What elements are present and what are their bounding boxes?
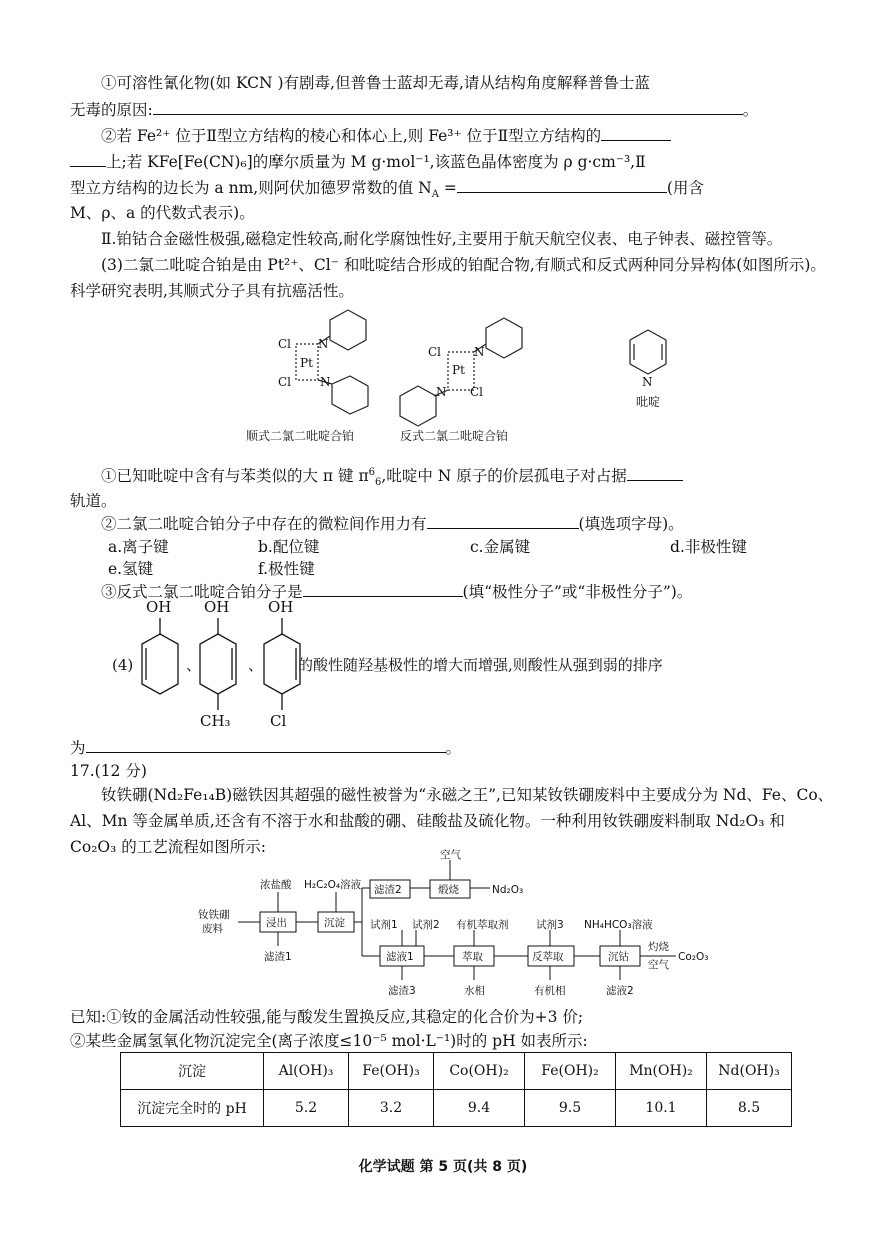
process-flowchart [190,848,730,1008]
answer-blank[interactable] [627,462,683,481]
q17-header-text: 17.(12 分) [70,762,147,780]
ph-row-label: 沉淀完全时的 pH [121,1090,264,1127]
cis-n-2: N [320,375,331,389]
q16-part1-line2 [70,96,834,123]
flow-residue3: 滤渣3 [388,985,416,997]
answer-blank[interactable] [427,510,579,529]
ph-value: 9.4 [434,1090,525,1127]
ph-col-cooh2: Co(OH)₂ [434,1053,525,1090]
na-subscript: A [431,189,439,201]
ph-col-feoh3: Fe(OH)₃ [349,1053,434,1090]
trans-caption: 反式二氯二吡啶合铂 [400,429,509,443]
section-ii-text: Ⅱ.铂钴合金磁性极强,磁稳定性较高,耐化学腐蚀性好,主要用于航天航空仪表、电子钟表、磁控管等。 [101,230,783,248]
ph-table-header [121,1053,792,1090]
q17-known2 [70,1028,834,1054]
cis-cl-1: Cl [278,337,292,351]
flow-air: 空气 [648,959,669,971]
ph-table [120,1052,792,1127]
flow-nh4hco3: NH₄HCO₃溶液 [584,919,653,931]
option-c: c.金属键 [470,538,531,556]
ph-col-precip: 沉淀 [121,1053,264,1090]
phenol-oh: OH [146,598,172,616]
phenols-figure [88,598,848,748]
ph-value: 10.1 [616,1090,707,1127]
answer-blank[interactable] [86,734,446,753]
answer-blank[interactable] [457,174,667,193]
section-ii [70,226,834,252]
ph-value: 8.5 [707,1090,792,1127]
flow-feed-2: 废料 [202,923,223,935]
q16-p2c2: = [438,179,457,197]
comma-1: 、 [186,656,202,674]
cresol-oh: OH [204,598,230,616]
platinum-complex-figure [238,300,678,450]
q16-p2a: ②若 Fe²⁺ 位于Ⅱ型立方结构的棱心和体心上,则 Fe³⁺ 位于Ⅱ型立方结构的 [101,127,602,145]
flow-water-phase: 水相 [464,985,485,997]
flow-cobalt-precip: 沉钴 [608,951,629,963]
flow-residue1: 滤渣1 [264,951,292,963]
q16-3-1a: ①已知吡啶中含有与苯类似的大 π 键 π [101,467,369,485]
comma-2: 、 [248,656,264,674]
flow-calcine: 煅烧 [438,884,459,896]
flow-co2o3: Co₂O₃ [678,951,709,963]
flow-feed-1: 钕铁硼 [198,909,230,921]
pi-superscript: 6 [368,466,376,478]
flow-leach: 浸出 [266,917,287,929]
q16-part2-line2 [70,148,834,175]
flow-air-top: 空气 [440,849,461,861]
q17-known1 [70,1004,834,1030]
answer-blank[interactable] [153,96,743,115]
trans-cl-2: Cl [470,385,484,399]
ph-value: 5.2 [264,1090,349,1127]
q17-known1-text: 已知:①钕的金属活动性较强,能与酸发生置换反应,其稳定的化合价为+3 价; [70,1008,584,1026]
pyridine-label: 吡啶 [636,395,661,409]
q16-p1a: ①可溶性氰化物(如 KCN )有剧毒,但普鲁士蓝却无毒,请从结构角度解释普鲁士蓝 [101,74,650,92]
flow-conc-hcl: 浓盐酸 [260,879,292,891]
flow-reagent2: 试剂2 [412,919,440,931]
flow-filtrate1: 滤液1 [386,951,414,963]
trans-n-2: N [436,385,447,399]
q16-3-3-text: ③反式二氯二吡啶合铂分子是 [101,583,303,601]
chlorophenol-oh: OH [268,598,294,616]
flow-org-ext: 有机萃取剂 [456,919,509,931]
q16-part2-line3 [70,174,834,201]
pyridine-structure [630,330,666,374]
q16-3-1b: ,吡啶中 N 原子的价层孤电子对占据 [381,467,627,485]
ph-col-mnoh2: Mn(OH)₂ [616,1053,707,1090]
q16-3-2 [70,510,834,537]
pyridine-n: N [642,375,653,389]
q16-p2c: 型立方结构的边长为 a nm,则阿伏加德罗常数的值 N [70,179,432,197]
trans-cl-1: Cl [428,345,442,359]
ph-table-row [121,1090,792,1127]
option-d: d.非极性键 [670,538,747,556]
option-b: b.配位键 [258,538,320,556]
ph-col-feoh2: Fe(OH)₂ [525,1053,616,1090]
flow-nd2o3: Nd₂O₃ [492,884,524,896]
ph-value: 9.5 [525,1090,616,1127]
flow-filtrate2: 滤液2 [606,985,634,997]
q17-intro-text: 钕铁硼(Nd₂Fe₁₄B)磁铁因其超强的磁性被誉为“永磁之王”,已知某钕铁硼废料中主要成分为 Nd、Fe、Co、Al、Mn 等金属单质,还含有不溶于水和盐酸的硼、硅酸盐及硫化物。一种利用钕铁硼废料制取 Nd₂O₃ 和 Co₂O₃ 的工艺流程如图所示: [70,786,834,856]
chloro-group: Cl [270,712,287,730]
q16-p1end: 。 [742,101,759,119]
pi-subscript: 6 [375,477,382,489]
cis-pt: Pt [300,356,313,370]
flow-precip: 沉淀 [324,917,345,929]
methyl-group: CH₃ [200,712,231,730]
cis-cl-2: Cl [278,375,292,389]
trans-n-1: N [474,345,485,359]
flow-reagent3: 试剂3 [536,919,564,931]
q16-part1 [70,70,834,96]
option-e: e.氢键 [108,560,154,578]
q16-p2c3: (用含 [666,179,704,197]
option-f: f.极性键 [258,560,315,578]
answer-blank[interactable] [601,122,671,141]
answer-blank[interactable] [70,148,106,167]
q16-3-1c: 轨道。 [70,492,117,510]
cis-n-1: N [318,337,329,351]
answer-blank[interactable] [303,578,463,597]
q16-p1b: 无毒的原因: [70,101,153,119]
q16-3-1 [70,462,834,489]
q16-4-answer [70,734,834,761]
flow-backext: 反萃取 [532,951,564,963]
flow-h2c2o4: H₂C₂O₄溶液 [304,879,362,891]
q16-p2d: M、ρ、a 的代数式表示)。 [70,204,255,222]
q16-3-2-text: ②二氯二吡啶合铂分子中存在的微粒间作用力有 [101,515,427,533]
ph-col-aloh3: Al(OH)₃ [264,1053,349,1090]
flow-filter2: 滤渣2 [374,884,402,896]
q16-3-2-end: (填选项字母)。 [578,515,684,533]
q16-4-end: 。 [445,739,462,757]
flow-reagent1: 试剂1 [370,919,398,931]
q16-3 [70,252,834,304]
trans-pt: Pt [452,363,465,377]
q16-part2 [70,122,834,149]
q16-3-3-end: (填“极性分子”或“非极性分子”)。 [462,583,693,601]
q17-known2-text: ②某些金属氢氧化物沉淀完全(离子浓度≤10⁻⁵ mol·L⁻¹)时的 pH 如表所示: [70,1032,588,1050]
option-a: a.离子键 [108,538,169,556]
flow-burn: 灼烧 [648,941,669,953]
q16-p2b: 上;若 KFe[Fe(CN)₆]的摩尔质量为 M g·mol⁻¹,该蓝色晶体密度为 ρ g·cm⁻³,Ⅱ [106,153,646,171]
ph-value: 3.2 [349,1090,434,1127]
benzene-rings [142,618,300,710]
q17-header [70,758,834,784]
q4-text: 的酸性随羟基极性的增大而增强,则酸性从强到弱的排序 [298,656,663,674]
q16-4-wei: 为 [70,739,86,757]
page-footer: 化学试题 第 5 页(共 8 页) [358,1159,528,1175]
ph-col-ndoh3: Nd(OH)₃ [707,1053,792,1090]
q16-part2-line4 [70,200,834,226]
q4-label: (4) [112,656,134,674]
flow-org-phase: 有机相 [534,985,566,997]
flow-extract: 萃取 [462,951,483,963]
q16-3-text: (3)二氯二吡啶合铂是由 Pt²⁺、Cl⁻ 和吡啶结合形成的铂配合物,有顺式和反式两种同分异构体(如图所示)。科学研究表明,其顺式分子具有抗癌活性。 [70,256,826,300]
cis-caption: 顺式二氯二吡啶合铂 [246,429,355,443]
